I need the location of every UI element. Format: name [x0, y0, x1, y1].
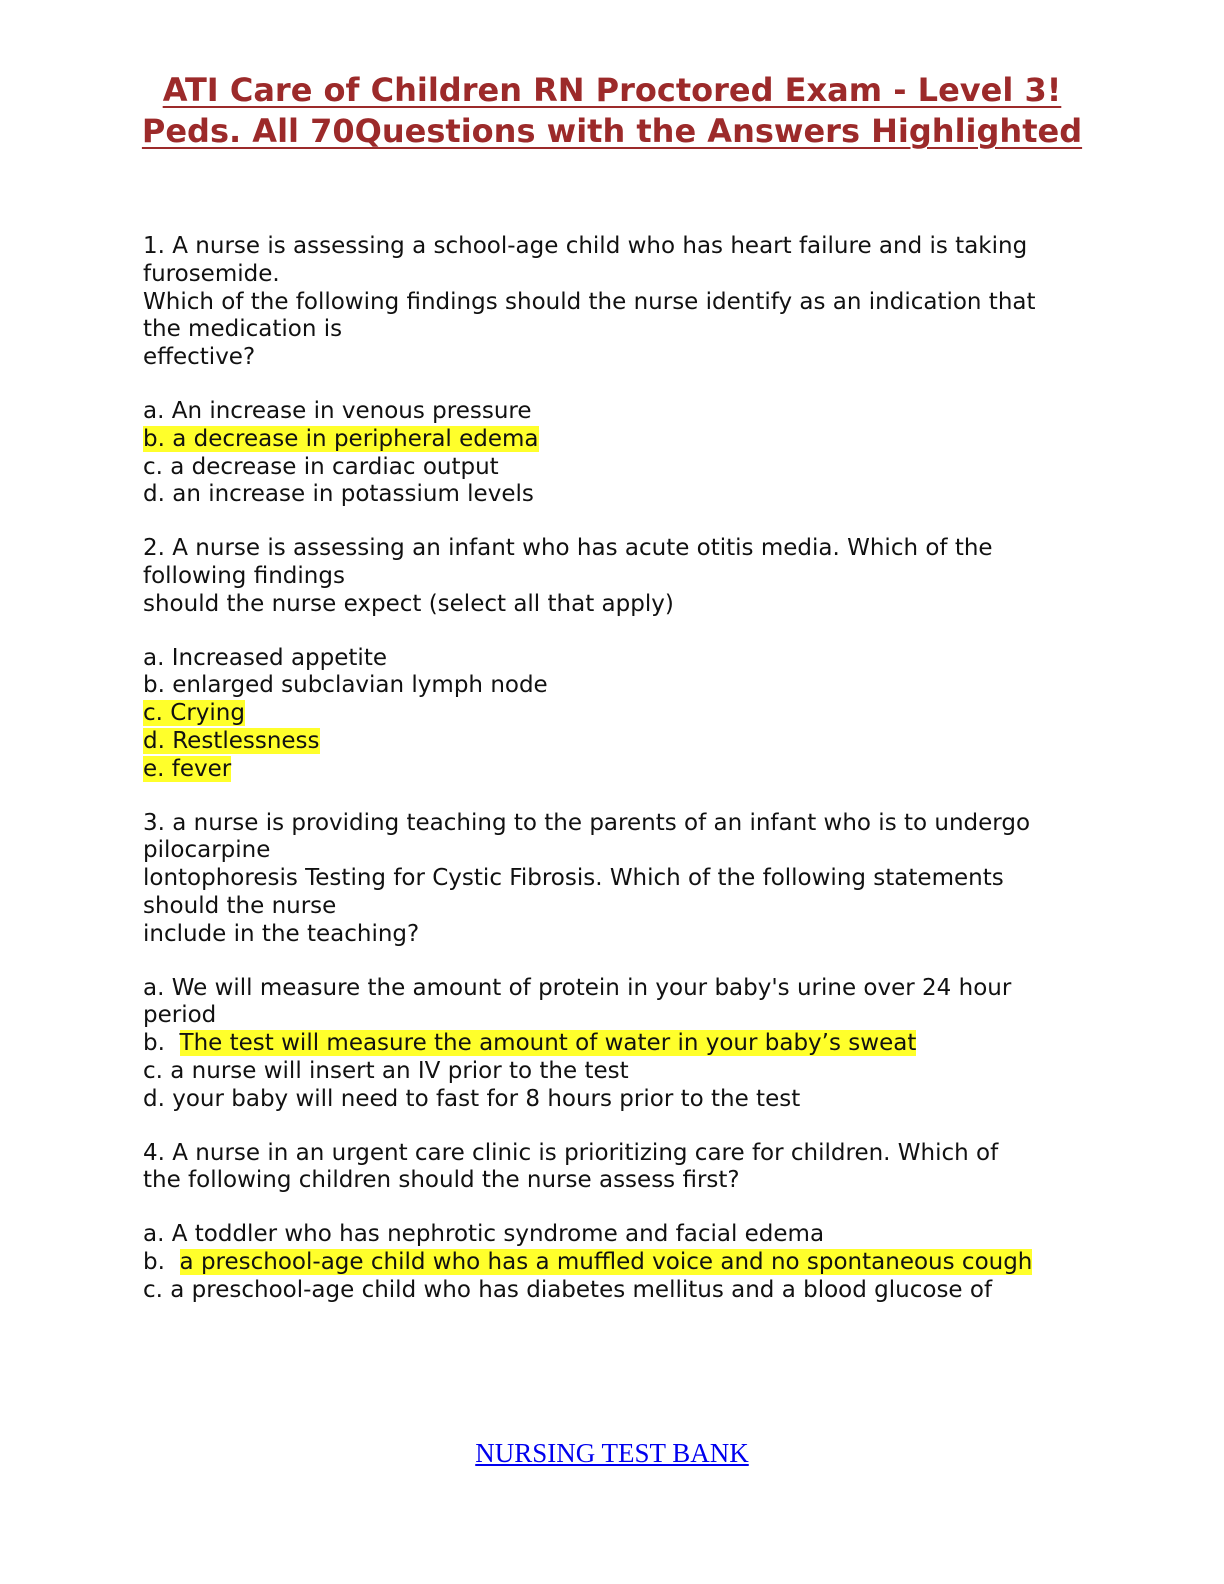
question-line: Which of the following findings should the nurse identify as an indication that [143, 288, 1036, 315]
title-line-1: ATI Care of Children RN Proctored Exam - Level 3! [162, 71, 1062, 109]
question-line: should the nurse expect (select all that apply) [143, 590, 674, 617]
question-line: should the nurse [143, 892, 337, 919]
answer-option-correct [143, 728, 1083, 756]
highlighted-answer-text: b. a decrease in peripheral edema [143, 425, 539, 452]
title-line-2: Peds. All 70Questions with the Answers Highlighted [141, 112, 1083, 150]
nursing-test-bank-link[interactable]: NURSING TEST BANK [475, 1438, 749, 1468]
answer-option-correct [143, 756, 1083, 784]
highlighted-answer-text: The test will measure the amount of water in your baby’s sweat [179, 1030, 917, 1057]
question-2-stem [143, 535, 1083, 618]
answer-option-text: c. a nurse will insert an IV prior to the test [143, 1057, 629, 1084]
answer-option-text: a. Increased appetite [143, 644, 387, 671]
answer-option-text: a. An increase in venous pressure [143, 397, 532, 424]
question-line: furosemide. [143, 260, 280, 287]
answer-option [143, 398, 1083, 426]
highlighted-answer-text: d. Restlessness [143, 727, 320, 754]
question-2-options [143, 645, 1083, 784]
answer-option-text: period [143, 1002, 217, 1029]
document-title [0, 70, 1224, 152]
answer-option-correct [143, 1249, 1083, 1277]
question-line: 2. A nurse is assessing an infant who has acute otitis media. Which of the [143, 535, 993, 562]
question-1 [143, 233, 1083, 509]
question-line: the medication is [143, 316, 343, 343]
question-2 [143, 535, 1083, 783]
question-line: following findings [143, 562, 345, 589]
answer-option-text: d. your baby will need to fast for 8 hours prior to the test [143, 1085, 801, 1112]
question-line: 1. A nurse is assessing a school-age child who has heart failure and is taking [143, 233, 1028, 259]
answer-option-text: d. an increase in potassium levels [143, 481, 534, 508]
question-line: pilocarpine [143, 837, 271, 864]
answer-option-correct [143, 700, 1083, 728]
question-4-options [143, 1221, 1083, 1304]
answer-option [143, 1221, 1083, 1249]
question-3 [143, 810, 1083, 1114]
answer-option-correct [143, 426, 1083, 454]
answer-option [143, 1277, 1083, 1305]
highlighted-answer-text: e. fever [143, 755, 232, 782]
page-footer [0, 1438, 1224, 1469]
question-line: the following children should the nurse assess first? [143, 1167, 740, 1194]
answer-option-text: a. A toddler who has nephrotic syndrome and facial edema [143, 1221, 825, 1248]
answer-option [143, 1058, 1083, 1086]
question-1-stem [143, 233, 1083, 372]
question-line: effective? [143, 344, 256, 371]
answer-option-text: a. We will measure the amount of protein in your baby's urine over 24 hour [143, 974, 1012, 1001]
question-1-options [143, 398, 1083, 509]
answer-option [143, 454, 1083, 482]
question-line: include in the teaching? [143, 920, 420, 947]
answer-option-text: c. a decrease in cardiac output [143, 453, 499, 480]
answer-option [143, 672, 1083, 700]
answer-option-prefix: b. [143, 1248, 180, 1275]
question-3-stem [143, 810, 1083, 949]
answer-option [143, 481, 1083, 509]
answer-option-text: b. enlarged subclavian lymph node [143, 672, 548, 699]
answer-option-prefix: b. [143, 1030, 180, 1057]
answer-option-text: c. a preschool-age child who has diabetes mellitus and a blood glucose of [143, 1276, 993, 1303]
question-4-stem [143, 1140, 1083, 1196]
highlighted-answer-text: c. Crying [143, 700, 245, 727]
answer-option [143, 1002, 1083, 1030]
answer-option-correct [143, 1030, 1083, 1058]
answer-option [143, 975, 1083, 1003]
question-4 [143, 1140, 1083, 1305]
answer-option [143, 645, 1083, 673]
question-line: lontophoresis Testing for Cystic Fibrosis. Which of the following statements [143, 865, 1004, 892]
answer-option [143, 1086, 1083, 1114]
highlighted-answer-text: a preschool-age child who has a muffled voice and no spontaneous cough [179, 1248, 1033, 1275]
question-line: 4. A nurse in an urgent care clinic is prioritizing care for children. Which of [143, 1139, 999, 1166]
question-line: 3. a nurse is providing teaching to the parents of an infant who is to undergo [143, 809, 1031, 836]
question-list [143, 233, 1083, 1331]
question-3-options [143, 975, 1083, 1114]
